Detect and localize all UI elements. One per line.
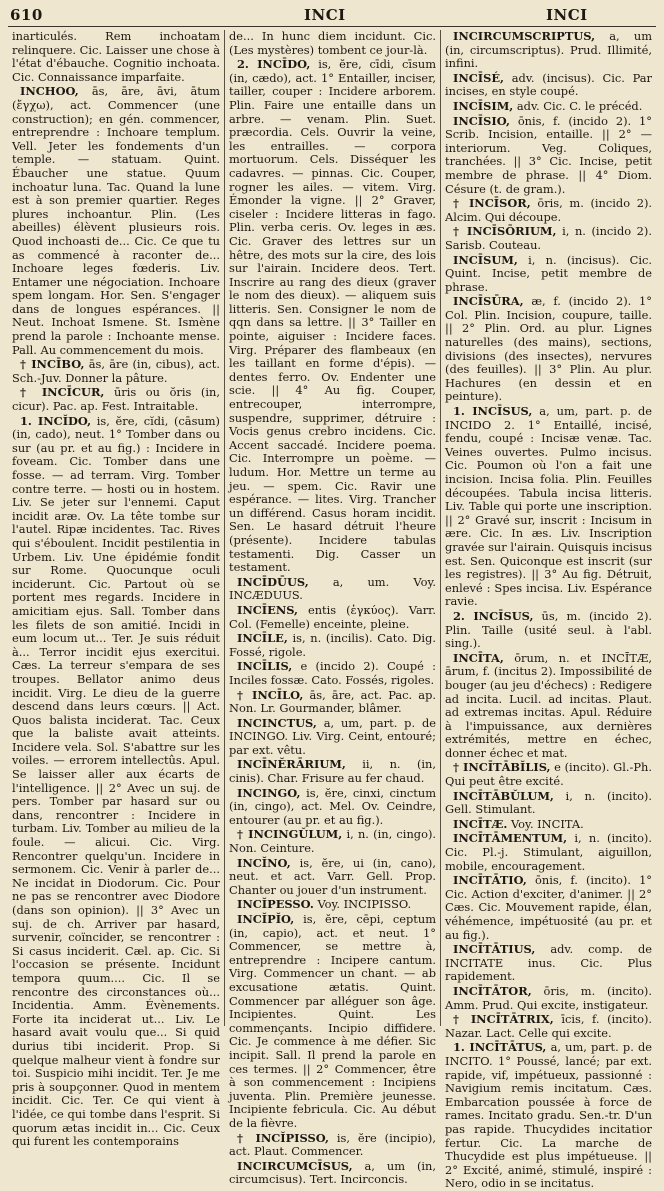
entry-headword: † INCĪBO,: [20, 357, 85, 372]
entry-definition: ās, āre, act. Pac. ap. Non. Lr. Gourmander, blâmer.: [229, 687, 436, 716]
columns: [8, 29, 656, 1191]
entry-definition: ōris, m. (incido 2). Alcim. Qui découpe.: [445, 196, 653, 224]
entry-headword: 1. INCĪTĀTUS,: [453, 1040, 547, 1055]
entry-headword: INCINCTUS,: [237, 715, 317, 730]
dictionary-entry: [445, 30, 652, 71]
entry-definition: a, um, part. p. de INCITO. 1° Poussé, lancé; par ext. rapide, vif, impétueux, passionné : Navigium remis incitatum. Cæs. Embarcation poussée à force de rames. Incitato gradu. Sen.-tr. D'un pas rapide. Thucydides incitatior fertur. Cic. La marche de Thucydide est plus impétueuse. || 2° Excité, animé, stimulé, inspiré : Nero, odio in se incitatus.: [445, 1040, 652, 1191]
dictionary-entry: [229, 1160, 436, 1187]
entry-definition: i, n. (incito). Cic. Pl.-j. Stimulant, aiguillon, mobile, encouragement.: [445, 831, 652, 873]
entry-headword: † INCĪTĀBĬLIS,: [453, 760, 551, 775]
dictionary-entry: [229, 632, 436, 659]
entry-headword: INCĬPĬO,: [237, 912, 295, 926]
dictionary-entry: [12, 386, 220, 413]
entry-definition: is, ĕre, cĭdi, (cāsum) (in, cado), neut. 1° Tomber dans ou sur (au pr. et au fig.) : Incidere in foveam. Cic. Tomber dans une fosse. — ad terram. Virg. Tomber contre terre. — hosti ou in hostem. Liv. Se jeter sur l'ennemi. Caput incidit aræ. Ov. La tête tombe sur l'autel. Ripæ incidentes. Tac. Rives qui s'éboulent. Incidit pestilentia in Urbem. Liv. Une épidémie fondit sur Rome. Quocunque oculi inciderunt. Cic. Partout où se portent mes regards. Incidere in amicitiam ejus. Sall. Tomber dans les filets de son amitié. Incidi in eum locum ut... Ter. Je suis réduit à... Terror incidit ejus exercitui. Cæs. La terreur s'empara de ses troupes. Bellator animo deus incidit. Virg. Le dieu de la guerre descend dans leurs cœurs. || Act. Quos balista inciderat. Tac. Ceux que la baliste avait atteints. Incidere vela. Sol. S'abattre sur les voiles. — errorem intellectûs. Apul. Se laisser aller aux écarts de l'intelligence. || 2° Avec un suj. de pers. Tomber par hasard sur ou dans, rencontrer : Incidere in turbam. Liv. Tomber au milieu de la foule. — alicui. Cic. Virg. Rencontrer quelqu'un. Incidere in sermonem. Cic. Venir à parler de... Ne incidat in Diodorum. Cic. Pour ne pas se rencontrer avec Diodore (dans son opinion). || 3° Avec un suj. de ch. Arriver par hasard, survenir, coïncider, se rencontrer : Si casus inciderit. Cæl. ap. Cic. Si l'occasion se présente. Incidunt tempora quum.... Cic. Il se rencontre des circonstances où... Incidentia. Amm. Évènements. Forte ita inciderat ut... Liv. Le hasard avait voulu que... Si quid durius tibi inciderit. Prop. Si quelque malheur vient à fondre sur toi. Suspicio mihi incidit. Ter. Je me pris à soupçonner. Quod in mentem incidit. Cic. Ter. Ce qui vient à l'idée, ce qui tombe dans l'esprit. Si quorum ætas incidit in... Cic. Ceux qui furent les contemporains: [12, 413, 221, 1149]
dictionary-entry: [445, 1013, 652, 1040]
dictionary-entry: [445, 790, 652, 817]
entry-headword: INCHOO,: [20, 84, 79, 99]
entry-definition: æ, f. (incido 2). 1° Col. Plin. Incision, coupure, taille. || 2° Plin. Ord. au plur. Lignes naturelles (des mains), sections, divisions (des insectes), nervures (des feuilles). || 3° Plin. Au plur. Hachures (en dessin et en peinture).: [445, 294, 652, 404]
entry-headword: INCĪTA,: [453, 650, 504, 665]
dictionary-entry: [445, 818, 652, 832]
dictionary-entry: [229, 717, 436, 758]
dictionary-entry: [229, 30, 436, 57]
page-header: [8, 4, 656, 27]
dictionary-entry: [12, 358, 220, 385]
entry-headword: INCĪSUM,: [453, 252, 518, 267]
entry-definition: ōrum, n. et INCĪTÆ, ārum, f. (incitus 2). Impossibilité de bouger (au jeu d'échecs) : Redigere ad incita. Lucil. ad incitas. Plaut. ad extremas incitas. Apul. Réduire à l'impuissance, aux dernières extrémités, mettre en échec, donner échec et mat.: [445, 650, 652, 760]
entry-definition: i, n. (incito). Gell. Stimulant.: [445, 788, 652, 817]
entry-definition: ūris ou ŏris (in, cicur). Pac. ap. Fest. Intraitable.: [12, 385, 220, 414]
entry-definition: Voy. INCITA.: [510, 816, 584, 831]
dictionary-entry: [445, 225, 652, 252]
dictionary-entry: [229, 828, 436, 855]
dictionary-entry: [229, 576, 436, 603]
dictionary-entry: [445, 254, 652, 295]
running-head-right: INCI: [546, 6, 588, 24]
dictionary-entry: [445, 610, 652, 651]
entry-definition: de... In hunc diem incidunt. Cic. (Les mystères) tombent ce jour-là.: [229, 29, 436, 57]
entry-headword: † INCĪSŌRIUM,: [453, 224, 557, 239]
entry-headword: † INCINGŬLUM,: [237, 827, 343, 842]
dictionary-entry: [12, 85, 220, 357]
dictionary-entry: [445, 832, 652, 873]
dictionary-entry: [445, 405, 652, 609]
entry-definition: ōnis, f. (incito). 1° Cic. Action d'exciter, d'animer. || 2° Cæs. Cic. Mouvement rapide, élan, véhémence, impétuosité (au pr. et au fig.).: [445, 873, 653, 942]
dictionary-entry: [229, 1132, 436, 1159]
entry-definition: i, n. (incido 2). Sarisb. Couteau.: [445, 224, 652, 252]
entry-definition: ii, n. (in, cinis). Char. Frisure au fer chaud.: [229, 757, 436, 786]
entry-definition: e (incido 2). Coupé : Inciles fossæ. Cato. Fossés, rigoles.: [229, 659, 436, 687]
entry-headword: 1. INCĬDO,: [20, 413, 92, 428]
column-1: [8, 29, 224, 1149]
entry-definition: īcis, f. (incito). Nazar. Lact. Celle qui excite.: [445, 1012, 653, 1040]
dictionary-entry: [445, 1041, 652, 1191]
entry-headword: INCĪSIO,: [453, 113, 510, 128]
entry-headword: INCĪTĀTIO,: [453, 873, 527, 888]
entry-headword: † INCĬPISSO,: [237, 1130, 329, 1145]
entry-definition: ās, āre, āvi, ātum (ἔγχω), act. Commencer (une construction); en gén. commencer, entreprendre : Inchoare templum. Vell. Jeter les fondements d'un temple. — statuam. Quint. Ébaucher une statue. Quum inchoatur luna. Tac. Quand la lune est à son premier quartier. Reges plures inchoantur. Plin. (Les abeilles) élèvent plusieurs rois. Quod inchoasti de... Cic. Ce que tu as commencé à raconter de... Inchoare leges fœderis. Liv. Entamer une négociation. Inchoare spem longam. Hor. Sen. S'engager dans de longues espérances. || Neut. Inchoat Ismene. St. Ismène prend la parole : Inchoante mense. Pall. Au commencement du mois.: [12, 84, 220, 357]
entry-definition: a, um (in, circumcisus). Tert. Incirconcis.: [229, 1158, 436, 1187]
entry-headword: INCĪLE,: [237, 631, 288, 646]
entry-headword: INCĪTÆ.: [453, 816, 508, 831]
entry-definition: a, um (in, circumscriptus). Prud. Illimité, infini.: [445, 29, 653, 71]
entry-definition: adv. comp. de INCITATE inus. Cic. Plus rapidement.: [445, 942, 653, 984]
dictionary-entry: [229, 58, 436, 575]
entry-headword: INCĪNĔRĀRIUM,: [237, 757, 346, 772]
entry-definition: inarticulés. Rem inchoatam relinquere. Cic. Laisser une chose à l'état d'ébauche. Cognitio inchoata. Cic. Connaissance imparfaite.: [12, 29, 220, 84]
entry-definition: ōris, m. (incito). Amm. Prud. Qui excite, instigateur.: [445, 983, 652, 1012]
entry-headword: † INCĪTĀTRIX,: [453, 1012, 554, 1027]
entry-headword: † INCĪSOR,: [453, 196, 531, 211]
page-number: 610: [10, 6, 43, 24]
entry-headword: INCINGO,: [237, 785, 301, 800]
entry-definition: a, um, part. p. de INCIDO 2. 1° Entaillé, incisé, fendu, coupé : Incisæ venæ. Tac. Veines ouvertes. Pulmo incisus. Cic. Poumon où l'on a fait une incision. Incisa folia. Plin. Feuilles découpées. Tabula incisa litteris. Liv. Table qui porte une inscription. || 2° Gravé sur, inscrit : Incisum in ære. Cic. In æs. Liv. Inscription gravée sur l'airain. Quisquis incisus est. Sen. Quiconque est inscrit (sur les registres). || 3° Au fig. Détruit, enlevé : Spes incisa. Liv. Espérance ravie.: [445, 404, 653, 609]
entry-headword: INCĪSÉ,: [453, 70, 505, 85]
entry-definition: is, ĕre, cīdi, cīsum (in, cædo), act. 1° Entailler, inciser, tailler, couper : Incidere arborem. Plin. Faire une entaille dans un arbre. — venam. Plin. Suet. præcordia. Cels. Ouvrir la veine, les entrailles. — corpora mortuorum. Cels. Disséquer les cadavres. — pinnas. Cic. Couper, rogner les ailes. — vitem. Virg. Émonder la vigne. || 2° Graver, ciseler : Incidere litteras in fago. Plin. verba ceris. Ov. leges in æs. Cic. Graver des lettres sur un hêtre, des mots sur la cire, des lois sur l'airain. Incidere deos. Tert. Inscrire au rang des dieux (graver le nom des dieux). — aliquem suis litteris. Sen. Consigner le nom de qqn dans sa lettre. || 3° Tailler en pointe, aiguiser : Incidere faces. Virg. Préparer des flambeaux (en les taillant en forme d'épis). — dentes ferro. Ov. Endenter une scie. || 4° Au fig. Couper, entrecouper, interrompre, suspendre, supprimer, détruire : Vocis genus crebro incidens. Cic. Accent saccadé. Incidere poema. Cic. Interrompre un poème. — ludum. Hor. Mettre un terme au jeu. — spem. Cic. Ravir une espérance. — lites. Virg. Trancher un différend. Casus horam incidit. Sen. Le hasard détruit l'heure (présente). Incidere tabulas testamenti. Dig. Casser un testament.: [229, 57, 436, 575]
dictionary-entry: [445, 985, 652, 1012]
dictionary-entry: [445, 115, 652, 197]
dictionary-entry: [229, 758, 436, 785]
entry-headword: INCĬPESSO.: [237, 897, 314, 912]
dictionary-entry: [445, 652, 652, 761]
dictionary-entry: [229, 857, 436, 898]
entry-definition: i, n. (incisus). Cic. Quint. Incise, petit membre de phrase.: [445, 252, 652, 294]
entry-headword: INCĪSŪRA,: [453, 294, 524, 309]
entry-headword: INCĪSIM,: [453, 98, 514, 113]
entry-definition: a, um, part. p. de INCINGO. Liv. Virg. Ceint, entouré; par ext. vêtu.: [229, 715, 436, 757]
entry-headword: 2. INCĪDO,: [237, 57, 311, 72]
running-head-center: INCI: [304, 6, 346, 24]
entry-headword: INCĪTĀTOR,: [453, 983, 532, 998]
entry-headword: INCĪTĀTIUS,: [453, 942, 536, 957]
dictionary-entry: [445, 943, 652, 984]
dictionary-entry: [445, 874, 652, 942]
entry-definition: is, ĕre, cēpi, ceptum (in, capio), act. et neut. 1° Commencer, se mettre à, entreprendre : Incipere cantum. Virg. Commencer un chant. — ab excusatione ætatis. Quint. Commencer par alléguer son âge. Incipientes. Quint. Les commençants. Incipio diffidere. Cic. Je commence à me défier. Sic incipit. Sall. Il prend la parole en ces termes. || 2° Commencer, être à son commencement : Incipiens juventa. Plin. Première jeunesse. Incipiente febricula. Cic. Au début de la fièvre.: [229, 912, 436, 1130]
entry-definition: is, n. (incilis). Cato. Dig. Fossé, rigole.: [229, 631, 436, 659]
column-3: [440, 29, 656, 1191]
entry-definition: Voy. INCIPISSO.: [317, 897, 412, 912]
entry-definition: ōnis, f. (incido 2). 1° Scrib. Incision, entaille. || 2° — interiorum. Veg. Coliques, tranchées. || 3° Cic. Incise, petit membre de phrase. || 4° Diom. Césure (t. de gram.).: [445, 113, 652, 196]
entry-headword: INCIRCUMSCRIPTUS,: [453, 29, 596, 43]
entry-headword: 2. INCĪSUS,: [453, 608, 534, 623]
entry-definition: entis (ἐγκύος). Varr. Col. (Femelle) enceinte, pleine.: [229, 602, 436, 631]
entry-headword: † INCĪLO,: [237, 687, 304, 702]
dictionary-entry: [12, 30, 220, 84]
entry-headword: † INCĪCUR,: [20, 385, 105, 400]
entry-definition: is, ĕre (incipio), act. Plaut. Commencer.: [229, 1130, 436, 1159]
dictionary-entry: [445, 295, 652, 404]
dictionary-entry: [445, 197, 652, 224]
dictionary-entry: [445, 100, 652, 114]
entry-headword: INCĪLIS,: [237, 659, 293, 674]
entry-definition: ās, āre (in, cibus), act. Sch.-Juv. Donner la pâture.: [12, 357, 220, 385]
column-2: [224, 29, 440, 1187]
entry-definition: i, n. (in, cingo). Non. Ceinture.: [229, 827, 437, 856]
entry-definition: a, um. Voy. INCÆDUUS.: [229, 574, 437, 603]
dictionary-entry: [229, 913, 436, 1131]
entry-headword: INCĪDŪUS,: [237, 574, 309, 589]
entry-definition: is, ĕre, cinxi, cinctum (in, cingo), act. Mel. Ov. Ceindre, entourer (au pr. et au fig.).: [229, 785, 436, 827]
dictionary-entry: [445, 761, 652, 788]
dictionary-entry: [445, 72, 652, 99]
dictionary-entry: [12, 415, 220, 1149]
entry-headword: INCĪTĀBŬLUM,: [453, 788, 554, 803]
dictionary-entry: [229, 898, 436, 912]
entry-headword: 1. INCĪSUS,: [453, 404, 533, 419]
entry-definition: is, ĕre, ui (in, cano), neut. et act. Varr. Gell. Prop. Chanter ou jouer d'un instrument.: [229, 855, 437, 897]
entry-headword: INCĬNO,: [237, 855, 291, 870]
entry-definition: adv. Cic. C. le précéd.: [516, 98, 643, 113]
entry-headword: INCĪENS,: [237, 602, 299, 617]
dictionary-entry: [229, 689, 436, 716]
dictionary-entry: [229, 787, 436, 828]
entry-headword: INCĪTĀMENTUM,: [453, 831, 568, 846]
dictionary-entry: [229, 604, 436, 631]
entry-definition: ūs, m. (incido 2). Plin. Taille (usité seul. à l'abl. sing.).: [445, 608, 653, 651]
entry-definition: e (incito). Gl.-Ph. Qui peut être excité.: [445, 760, 652, 789]
entry-headword: INCIRCUMCĪSUS,: [237, 1158, 353, 1173]
dictionary-entry: [229, 660, 436, 687]
entry-definition: adv. (incisus). Cic. Par incises, en style coupé.: [445, 70, 652, 99]
